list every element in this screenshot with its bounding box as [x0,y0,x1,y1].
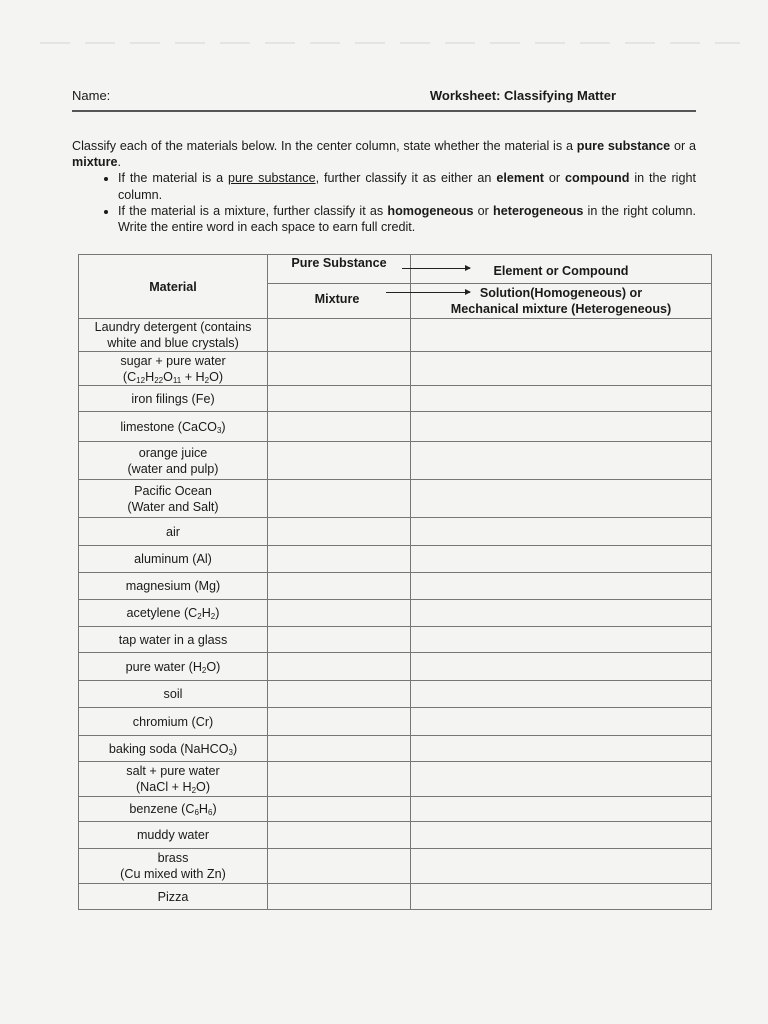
table-row [79,546,712,573]
material-cell: baking soda (NaHCO$_3$) [79,736,268,762]
type-answer-cell[interactable] [268,518,411,546]
header-material: Material [79,255,268,319]
classification-answer-cell[interactable] [411,386,712,412]
classification-table [78,254,712,910]
material-cell: benzene $(C_6H_6)$ [79,797,268,822]
type-answer-cell[interactable] [268,708,411,736]
material-cell: air [79,518,268,546]
material-cell: brass (Cu mixed with Zn) [79,849,268,884]
material-cell: iron filings (Fe) [79,386,268,412]
type-answer-cell[interactable] [268,822,411,849]
type-answer-cell[interactable] [268,797,411,822]
classification-answer-cell[interactable] [411,653,712,681]
table-row [79,884,712,910]
material-cell: acetylene $(C_2H_2)$ [79,600,268,627]
classification-answer-cell[interactable] [411,600,712,627]
material-cell: Pacific Ocean (Water and Salt) [79,480,268,518]
classification-answer-cell[interactable] [411,627,712,653]
worksheet-header [72,88,696,112]
type-answer-cell[interactable] [268,573,411,600]
classification-answer-cell[interactable] [411,708,712,736]
table-row [79,627,712,653]
classification-answer-cell[interactable] [411,681,712,708]
material-cell: salt + pure water (NaCl + $H_2O$) [79,762,268,797]
material-cell: pure water $(H_2O)$ [79,653,268,681]
table-row [79,736,712,762]
classification-answer-cell[interactable] [411,884,712,910]
name-label: Name: [72,88,111,103]
type-answer-cell[interactable] [268,319,411,352]
table-row [79,822,712,849]
table-row [79,573,712,600]
material-cell: aluminum (Al) [79,546,268,573]
instructions-paragraph: Classify each of the materials below. In the center column, state whether the material is a pure substance or a mixture. [72,139,697,170]
table-row [79,319,712,352]
header-element-compound: Element or Compound [411,255,712,284]
table-row [79,653,712,681]
table-row [79,797,712,822]
material-cell: Laundry detergent (contains white and blue crystals) [79,319,268,352]
worksheet-title: Worksheet: Classifying Matter [429,88,616,103]
classification-answer-cell[interactable] [411,442,712,480]
classification-answer-cell[interactable] [411,797,712,822]
material-cell: magnesium (Mg) [79,573,268,600]
type-answer-cell[interactable] [268,736,411,762]
type-answer-cell[interactable] [268,884,411,910]
header-pure-substance: Pure Substance [268,255,411,284]
table-row [79,708,712,736]
table-row [79,442,712,480]
classification-answer-cell[interactable] [411,480,712,518]
type-answer-cell[interactable] [268,600,411,627]
arrow-icon [386,292,470,293]
classification-answer-cell[interactable] [411,546,712,573]
classification-answer-cell[interactable] [411,736,712,762]
classification-answer-cell[interactable] [411,822,712,849]
table-row [79,849,712,884]
type-answer-cell[interactable] [268,681,411,708]
table-row [79,518,712,546]
material-cell: sugar + pure water $(C_{12}H_{22}O_{11} + H_2O)$ [79,352,268,386]
arrow-icon [402,268,470,269]
material-cell: muddy water [79,822,268,849]
table-row [79,480,712,518]
instructions [72,138,696,235]
type-answer-cell[interactable] [268,442,411,480]
material-cell: orange juice (water and pulp) [79,442,268,480]
material-cell: soil [79,681,268,708]
classification-answer-cell[interactable] [411,762,712,797]
scan-artifact [40,42,740,44]
type-answer-cell[interactable] [268,627,411,653]
table-row [79,412,712,442]
table-row [79,600,712,627]
instruction-bullet-mixture: • If the material is a mixture, further classify it as homogeneous or heterogeneous in the right column. Write the entire word in each space to earn full credit. [118,203,696,235]
classification-answer-cell[interactable] [411,518,712,546]
type-answer-cell[interactable] [268,352,411,386]
table-row [79,352,712,386]
type-answer-cell[interactable] [268,849,411,884]
type-answer-cell[interactable] [268,412,411,442]
type-answer-cell[interactable] [268,480,411,518]
type-answer-cell[interactable] [268,762,411,797]
classification-answer-cell[interactable] [411,849,712,884]
material-cell: limestone (CaCO$_3$) [79,412,268,442]
header-mixture: Mixture [268,284,411,319]
instruction-bullet-pure: • If the material is a pure substance, further classify it as either an element or compound in the right column. [118,170,696,202]
type-answer-cell[interactable] [268,386,411,412]
classification-answer-cell[interactable] [411,352,712,386]
table-row [79,681,712,708]
header-solution-mixture: Solution(Homogeneous) or Mechanical mixture (Heterogeneous) [411,284,712,319]
material-cell: Pizza [79,884,268,910]
table-row [79,762,712,797]
type-answer-cell[interactable] [268,653,411,681]
classification-answer-cell[interactable] [411,412,712,442]
material-cell: tap water in a glass [79,627,268,653]
material-cell: chromium (Cr) [79,708,268,736]
classification-answer-cell[interactable] [411,319,712,352]
table-row [79,386,712,412]
type-answer-cell[interactable] [268,546,411,573]
classification-answer-cell[interactable] [411,573,712,600]
